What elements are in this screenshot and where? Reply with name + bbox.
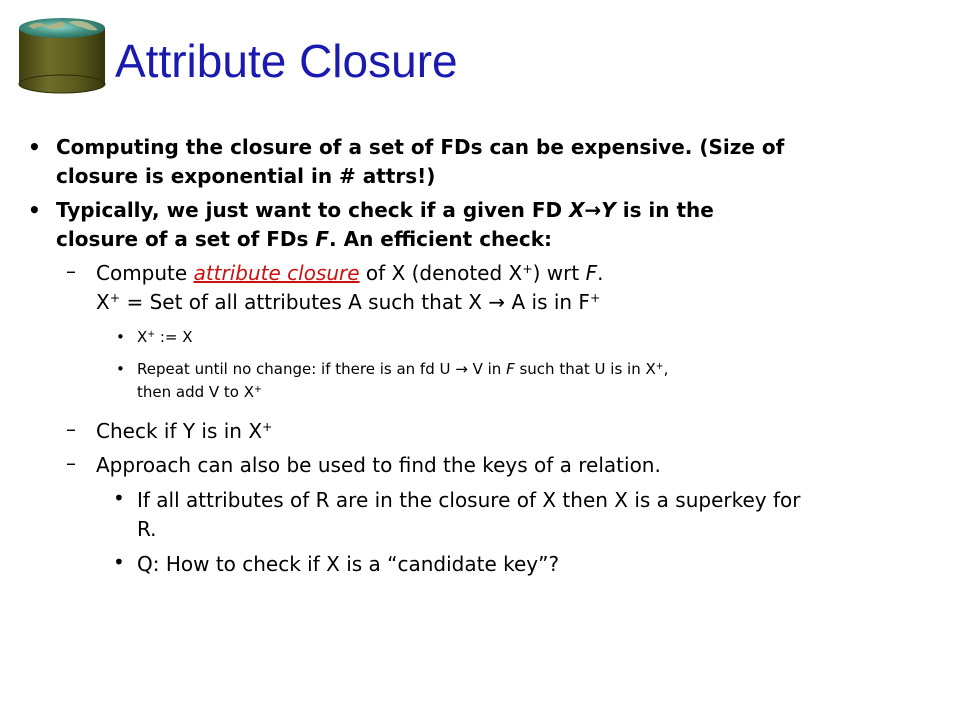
bullet-marker: • <box>113 486 125 510</box>
database-cylinder-icon <box>16 14 108 96</box>
sub-sub-item-3-line-2: R. <box>137 517 157 541</box>
dash-marker: – <box>66 259 76 283</box>
sub-item-3-text: Approach can also be used to find the keys of a relation. <box>96 453 661 477</box>
bullet-1-line-2: closure is exponential in # attrs!) <box>56 164 436 188</box>
sub-sub-item-2-line-2: then add V to X+ <box>137 383 262 401</box>
sub-sub-item-2-line-1: Repeat until no change: if there is an fd U → V in F such that U is in X+, <box>137 360 669 378</box>
bullet-1-line-1: Computing the closure of a set of FDs can be expensive. (Size of <box>56 135 785 159</box>
bullet-2-line-2: closure of a set of FDs F. An efficient check: <box>56 227 553 251</box>
sub-item-1-line-2: X+ = Set of all attributes A such that X → A is in F+ <box>96 290 601 314</box>
bullet-2-line-1: Typically, we just want to check if a given FD X→Y is in the <box>56 198 714 222</box>
arrow-icon: → <box>455 360 468 378</box>
sub-item-1-line-1: Compute attribute closure of X (denoted X+) wrt F. <box>96 261 604 285</box>
bullet-marker: • <box>28 198 41 222</box>
arrow-icon: → <box>488 290 506 314</box>
dash-marker: – <box>66 451 76 475</box>
bullet-marker: • <box>116 360 125 378</box>
attribute-closure-link[interactable]: attribute closure <box>193 261 360 285</box>
arrow-icon: → <box>584 198 602 222</box>
sub-sub-item-3-line-1: If all attributes of R are in the closure of X then X is a superkey for <box>137 488 801 512</box>
bullet-marker: • <box>116 328 125 346</box>
sub-sub-item-1-text: X+ := X <box>137 328 193 346</box>
sub-item-2-text: Check if Y is in X+ <box>96 419 273 443</box>
bullet-marker: • <box>113 550 125 574</box>
bullet-marker: • <box>28 135 41 159</box>
slide-title: Attribute Closure <box>115 35 458 87</box>
dash-marker: – <box>66 417 76 441</box>
sub-sub-item-4-text: Q: How to check if X is a “candidate key”? <box>137 552 560 576</box>
